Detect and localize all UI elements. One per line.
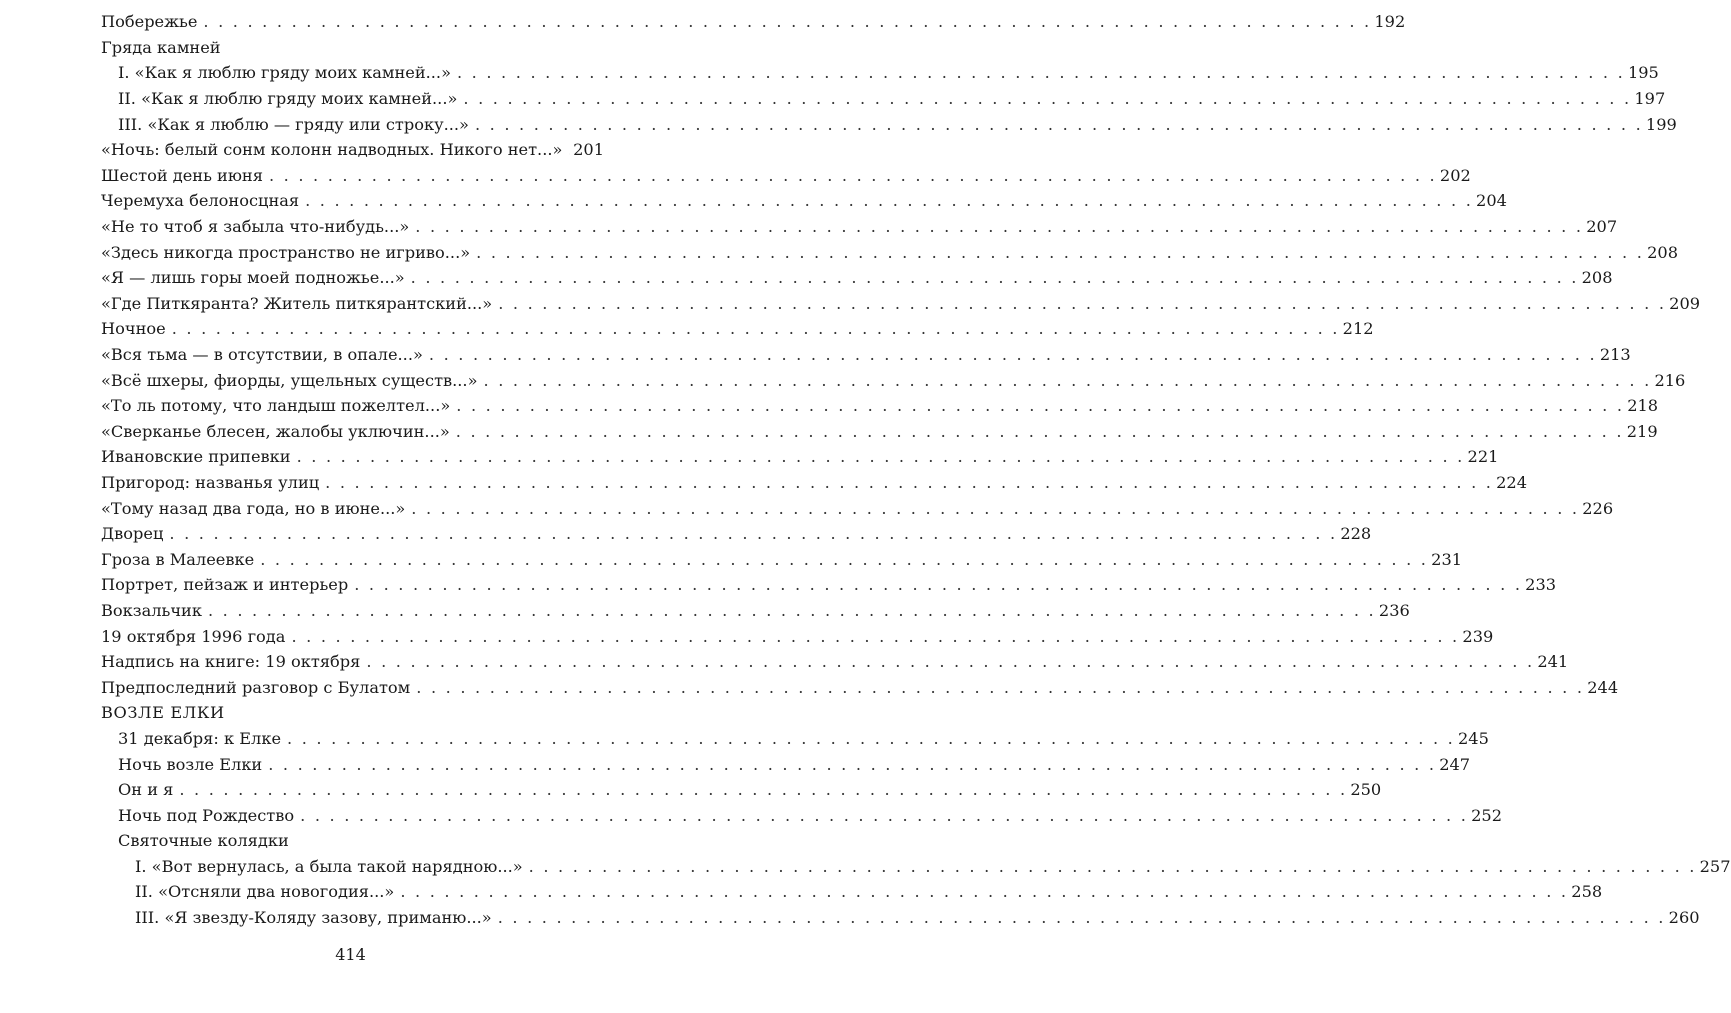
toc-page-number: 219: [1626, 421, 1658, 441]
toc-entry-title: Гроза в Малеевке: [101, 549, 255, 569]
toc-entry-title: «Вся тьма — в отсутствии, в опале...»: [101, 345, 423, 365]
toc-entry-title: III. «Как я люблю — гряду или строку...»: [118, 114, 469, 134]
toc-entry-title: Черемуха белоносцная: [101, 191, 300, 211]
toc-entry: [0, 751, 1471, 777]
dot-leader: . . . . . . . . . . . . . . . . . . . . . . . . . . . . . . . . . . . . . . . . . . . . . . . . . . . . . . . . . . . . . . . . . . . . . . . . . . . . . . . .: [428, 345, 1597, 365]
toc-entry-title: Ивановские припевки: [101, 447, 291, 467]
toc-entry: [0, 777, 1382, 803]
toc-entry: [0, 905, 1700, 931]
toc-entry: [0, 495, 1614, 521]
toc-entry-title: «Не то чтоб я забыла что-нибудь...»: [101, 217, 410, 237]
dot-leader: . . . . . . . . . . . . . . . . . . . . . . . . . . . . . . . . . . . . . . . . . . . . . . . . . . . . . . . . . . . . . . . . . . . . . . . . . . . . . . . .: [296, 447, 1465, 467]
toc-entry-title: Портрет, пейзаж и интерьер: [101, 575, 349, 595]
dot-leader: . . . . . . . . . . . . . . . . . . . . . . . . . . . . . . . . . . . . . . . . . . . . . . . . . . . . . . . . . . . . . . . . . . . . . . . . . . . . . . . .: [300, 805, 1469, 825]
dot-leader: . . . . . . . . . . . . . . . . . . . . . . . . . . . . . . . . . . . . . . . . . . . . . . . . . . . . . . . . . . . . . . . . . . . . . . . . . . . . . . . .: [169, 524, 1338, 544]
toc-entry: [0, 35, 701, 61]
dot-leader: . . . . . . . . . . . . . . . . . . . . . . . . . . . . . . . . . . . . . . . . . . . . . . . . . . . . . . . . . . . . . . . . . . . . . . . . . . . . . . . .: [456, 63, 1625, 83]
toc-entry: [0, 214, 1618, 240]
toc-entry-title: ВОЗЛЕ ЕЛКИ: [101, 703, 225, 723]
toc-page-number: 233: [1525, 575, 1557, 595]
toc-entry: [0, 828, 701, 854]
toc-page-number: 204: [1476, 191, 1507, 211]
toc-entry: [0, 342, 1631, 368]
toc-entry: [0, 726, 1489, 752]
dot-leader: . . . . . . . . . . . . . . . . . . . . . . . . . . . . . . . . . . . . . . . . . . . . . . . . . . . . . . . . . . . . . . . . . . . . . . . . . . . . . . . .: [354, 575, 1523, 595]
toc-entry-title: Святочные колядки: [118, 831, 289, 851]
dot-leader: . . . . . . . . . . . . . . . . . . . . . . . . . . . . . . . . . . . . . . . . . . . . . . . . . . . . . . . . . . . . . . . . . . . . . . . . . . . . . . . .: [416, 677, 1585, 697]
dot-leader: . . . . . . . . . . . . . . . . . . . . . . . . . . . . . . . . . . . . . . . . . . . . . . . . . . . . . . . . . . . . . . . . . . . . . . . . . . . . . . . .: [207, 600, 1376, 620]
dot-leader: . . . . . . . . . . . . . . . . . . . . . . . . . . . . . . . . . . . . . . . . . . . . . . . . . . . . . . . . . . . . . . . . . . . . . . . . . . . . . . . .: [291, 626, 1460, 646]
toc-entry-title: Он и я: [118, 780, 174, 800]
toc-entry: [0, 854, 1731, 880]
toc-page-number: 245: [1458, 728, 1489, 748]
toc-entry-title: Пригород: названья улиц: [101, 472, 320, 492]
toc-entry-title: II. «Отсняли два новогодия...»: [135, 882, 395, 902]
toc-entry-title: I. «Вот вернулась, а была такой нарядною...»: [135, 856, 523, 876]
dot-leader: . . . . . . . . . . . . . . . . . . . . . . . . . . . . . . . . . . . . . . . . . . . . . . . . . . . . . . . . . . . . . . . . . . . . . . . . . . . . . . . .: [474, 114, 1643, 134]
toc-entry-title: Ночь возле Елки: [118, 754, 263, 774]
dot-leader: . . . . . . . . . . . . . . . . . . . . . . . . . . . . . . . . . . . . . . . . . . . . . . . . . . . . . . . . . . . . . . . . . . . . . . . . . . . . . . . .: [483, 370, 1652, 390]
toc-entry-title: Надпись на книге: 19 октября: [101, 652, 361, 672]
dot-leader: . . . . . . . . . . . . . . . . . . . . . . . . . . . . . . . . . . . . . . . . . . . . . . . . . . . . . . . . . . . . . . . . . . . . . . . . . . . . . . . .: [203, 12, 1372, 32]
dot-leader: . . . . . . . . . . . . . . . . . . . . . . . . . . . . . . . . . . . . . . . . . . . . . . . . . . . . . . . . . . . . . . . . . . . . . . . . . . . . . . . .: [268, 165, 1437, 185]
toc-page-number: 213: [1599, 345, 1631, 365]
toc-entry-title: Ночное: [101, 319, 166, 339]
toc-entry: [0, 572, 1557, 598]
dot-leader: . . . . . . . . . . . . . . . . . . . . . . . . . . . . . . . . . . . . . . . . . . . . . . . . . . . . . . . . . . . . . . . . . . . . . . . . . . . . . . . .: [305, 191, 1474, 211]
toc-page-number: 241: [1537, 652, 1569, 672]
toc-page-number: 207: [1586, 217, 1618, 237]
toc-entry: [0, 163, 1471, 189]
toc-section-heading: [0, 700, 701, 726]
dot-leader: . . . . . . . . . . . . . . . . . . . . . . . . . . . . . . . . . . . . . . . . . . . . . . . . . . . . . . . . . . . . . . . . . . . . . . . . . . . . . . . .: [179, 780, 1348, 800]
toc-page-number: 221: [1467, 447, 1499, 467]
toc-entry-title: «Я — лишь горы моей подножье...»: [101, 268, 405, 288]
toc-entry: [0, 291, 1701, 317]
toc-page-number: 226: [1582, 498, 1614, 518]
toc-entry: [0, 470, 1528, 496]
dot-leader: . . . . . . . . . . . . . . . . . . . . . . . . . . . . . . . . . . . . . . . . . . . . . . . . . . . . . . . . . . . . . . . . . . . . . . . . . . . . . . . .: [463, 89, 1632, 109]
dot-leader: . . . . . . . . . . . . . . . . . . . . . . . . . . . . . . . . . . . . . . . . . . . . . . . . . . . . . . . . . . . . . . . . . . . . . . . . . . . . . . . .: [528, 856, 1697, 876]
toc-entry: [0, 188, 1507, 214]
toc-entry: [0, 879, 1603, 905]
toc-entry-title: «Здесь никогда пространство не игриво...»: [101, 242, 471, 262]
toc-entry: [0, 239, 1678, 265]
toc-entry-title: II. «Как я люблю гряду моих камней...»: [118, 89, 458, 109]
toc-page-number: 216: [1654, 370, 1686, 390]
toc-entry-title: Гряда камней: [101, 37, 221, 57]
table-of-contents: [0, 9, 1731, 930]
toc-page-number: 195: [1627, 63, 1659, 83]
toc-entry-title: «Сверканье блесен, жалобы уключин...»: [101, 421, 450, 441]
toc-entry: [0, 444, 1499, 470]
toc-entry-title: Ночь под Рождество: [118, 805, 295, 825]
toc-entry-title: «То ль потому, что ландыш пожелтел...»: [101, 396, 451, 416]
toc-entry-title: Побережье: [101, 12, 198, 32]
page-number: 414: [335, 945, 366, 964]
toc-entry: [0, 393, 1659, 419]
toc-page-number: 202: [1439, 165, 1471, 185]
toc-page-number: 247: [1439, 754, 1471, 774]
dot-leader: . . . . . . . . . . . . . . . . . . . . . . . . . . . . . . . . . . . . . . . . . . . . . . . . . . . . . . . . . . . . . . . . . . . . . . . . . . . . . . . .: [411, 498, 1580, 518]
dot-leader: . . . . . . . . . . . . . . . . . . . . . . . . . . . . . . . . . . . . . . . . . . . . . . . . . . . . . . . . . . . . . . . . . . . . . . . . . . . . . . . .: [476, 242, 1645, 262]
toc-entry: [0, 316, 1374, 342]
toc-entry-title: I. «Как я люблю гряду моих камней...»: [118, 63, 451, 83]
toc-entry-title: «Тому назад два года, но в июне...»: [101, 498, 406, 518]
toc-entry: [0, 137, 701, 163]
dot-leader: . . . . . . . . . . . . . . . . . . . . . . . . . . . . . . . . . . . . . . . . . . . . . . . . . . . . . . . . . . . . . . . . . . . . . . . . . . . . . . . .: [287, 728, 1455, 748]
toc-page-number: 192: [1374, 12, 1406, 32]
dot-leader: . . . . . . . . . . . . . . . . . . . . . . . . . . . . . . . . . . . . . . . . . . . . . . . . . . . . . . . . . . . . . . . . . . . . . . . . . . . . . . . .: [366, 652, 1535, 672]
dot-leader: . . . . . . . . . . . . . . . . . . . . . . . . . . . . . . . . . . . . . . . . . . . . . . . . . . . . . . . . . . . . . . . . . . . . . . . . . . . . . . . .: [415, 217, 1584, 237]
toc-entry-title: Предпоследний разговор с Булатом: [101, 677, 411, 697]
toc-entry-title: Шестой день июня: [101, 165, 263, 185]
toc-page-number: 252: [1471, 805, 1502, 825]
toc-page-number: 212: [1342, 319, 1374, 339]
dot-leader: . . . . . . . . . . . . . . . . . . . . . . . . . . . . . . . . . . . . . . . . . . . . . . . . . . . . . . . . . . . . . . . . . . . . . . . . . . . . . . . .: [456, 396, 1625, 416]
toc-page-number: 208: [1647, 242, 1678, 262]
toc-page-number: 236: [1378, 600, 1410, 620]
toc-entry: [0, 111, 1677, 137]
toc-page-number: 231: [1431, 549, 1463, 569]
dot-leader: . . . . . . . . . . . . . . . . . . . . . . . . . . . . . . . . . . . . . . . . . . . . . . . . . . . . . . . . . . . . . . . . . . . . . . . . . . . . . . . .: [260, 549, 1429, 569]
toc-page-number: 244: [1587, 677, 1619, 697]
toc-entry: [0, 674, 1619, 700]
toc-entry: [0, 419, 1658, 445]
toc-entry-title: III. «Я звезду-Коляду зазову, приманю...»: [135, 908, 492, 928]
toc-entry-title: Дворец: [101, 524, 164, 544]
toc-entry: [0, 546, 1463, 572]
toc-entry-title: «Ночь: белый сонм колонн надводных. Никого нет...»: [101, 140, 563, 160]
toc-entry: [0, 598, 1410, 624]
dot-leader: . . . . . . . . . . . . . . . . . . . . . . . . . . . . . . . . . . . . . . . . . . . . . . . . . . . . . . . . . . . . . . . . . . . . . . . . . . . . . . . .: [268, 754, 1437, 774]
dot-leader: [568, 140, 570, 159]
toc-entry: [0, 367, 1686, 393]
toc-entry-title: Вокзальчик: [101, 600, 202, 620]
toc-page-number: 201: [573, 140, 604, 160]
toc-page-number: 208: [1581, 268, 1613, 288]
dot-leader: . . . . . . . . . . . . . . . . . . . . . . . . . . . . . . . . . . . . . . . . . . . . . . . . . . . . . . . . . . . . . . . . . . . . . . . . . . . . . . . .: [325, 472, 1494, 492]
dot-leader: . . . . . . . . . . . . . . . . . . . . . . . . . . . . . . . . . . . . . . . . . . . . . . . . . . . . . . . . . . . . . . . . . . . . . . . . . . . . . . . .: [498, 293, 1667, 313]
toc-entry: [0, 86, 1666, 112]
toc-page-number: 250: [1350, 780, 1382, 800]
toc-entry-title: «Всё шхеры, фиорды, ущельных существ...»: [101, 370, 478, 390]
toc-entry: [0, 60, 1659, 86]
toc-page-number: 209: [1669, 293, 1701, 313]
toc-page-number: 218: [1627, 396, 1659, 416]
toc-page-number: 260: [1668, 908, 1700, 928]
dot-leader: . . . . . . . . . . . . . . . . . . . . . . . . . . . . . . . . . . . . . . . . . . . . . . . . . . . . . . . . . . . . . . . . . . . . . . . . . . . . . . . .: [410, 268, 1579, 288]
toc-entry-title: 31 декабря: к Елке: [118, 728, 282, 748]
toc-page-number: 199: [1645, 114, 1677, 134]
dot-leader: . . . . . . . . . . . . . . . . . . . . . . . . . . . . . . . . . . . . . . . . . . . . . . . . . . . . . . . . . . . . . . . . . . . . . . . . . . . . . . . .: [455, 421, 1624, 441]
toc-entry: [0, 9, 1406, 35]
toc-entry: [0, 265, 1613, 291]
toc-page-number: 224: [1496, 472, 1528, 492]
toc-entry: [0, 521, 1372, 547]
dot-leader: . . . . . . . . . . . . . . . . . . . . . . . . . . . . . . . . . . . . . . . . . . . . . . . . . . . . . . . . . . . . . . . . . . . . . . . . . . . . . . . .: [497, 908, 1666, 928]
toc-entry: [0, 649, 1569, 675]
toc-page-number: 239: [1462, 626, 1494, 646]
toc-page-number: 228: [1340, 524, 1372, 544]
toc-page-number: 197: [1634, 89, 1666, 109]
toc-entry-title: «Где Питкяранта? Житель питкярантский...»: [101, 293, 493, 313]
dot-leader: . . . . . . . . . . . . . . . . . . . . . . . . . . . . . . . . . . . . . . . . . . . . . . . . . . . . . . . . . . . . . . . . . . . . . . . . . . . . . . . .: [400, 882, 1569, 902]
dot-leader: . . . . . . . . . . . . . . . . . . . . . . . . . . . . . . . . . . . . . . . . . . . . . . . . . . . . . . . . . . . . . . . . . . . . . . . . . . . . . . . .: [171, 319, 1340, 339]
toc-entry: [0, 623, 1494, 649]
toc-page-number: 258: [1571, 882, 1603, 902]
toc-entry: [0, 802, 1502, 828]
toc-entry-title: 19 октября 1996 года: [101, 626, 286, 646]
toc-page-number: 257: [1699, 856, 1731, 876]
